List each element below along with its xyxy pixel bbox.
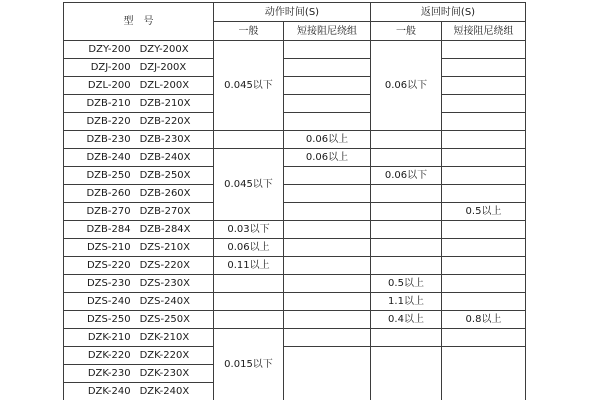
model-cell — [64, 95, 214, 113]
return-general-cell: 0.06以下 — [371, 167, 442, 185]
model-cell — [64, 41, 214, 59]
model-cell — [64, 329, 214, 347]
model-cell — [64, 167, 214, 185]
model-pair — [64, 134, 213, 145]
model-name: DZL-200 — [87, 80, 131, 91]
model-cell — [64, 239, 214, 257]
return-general-cell — [371, 239, 442, 257]
action-damped-cell — [284, 311, 371, 329]
return-damped-cell — [442, 41, 526, 59]
model-pair — [64, 80, 213, 91]
table-row — [64, 293, 526, 311]
model-name: DZB-284 — [86, 224, 131, 235]
return-general-cell: 1.1以上 — [371, 293, 442, 311]
action-damped-cell — [284, 293, 371, 311]
table-row — [64, 149, 526, 167]
action-damped-cell — [284, 41, 371, 59]
model-cell — [64, 293, 214, 311]
header-action-damped: 短接阻尼绕组 — [284, 22, 371, 41]
model-pair — [64, 314, 213, 325]
model-name: DZS-220 — [86, 260, 131, 271]
return-general-cell — [371, 329, 442, 347]
model-cell — [64, 365, 214, 383]
table-row — [64, 203, 526, 221]
action-damped-cell — [284, 167, 371, 185]
model-name-x: DZB-210X — [139, 98, 191, 109]
action-damped-cell: 0.06以上 — [284, 149, 371, 167]
model-pair — [64, 224, 213, 235]
return-damped-cell — [442, 275, 526, 293]
return-general-cell: 0.4以上 — [371, 311, 442, 329]
model-cell — [64, 275, 214, 293]
return-general-cell — [371, 149, 442, 167]
return-damped-cell: 0.5以上 — [442, 203, 526, 221]
return-damped-cell — [442, 257, 526, 275]
model-cell — [64, 149, 214, 167]
model-name-x: DZK-240X — [139, 386, 190, 397]
model-name-x: DZK-210X — [139, 332, 190, 343]
model-name-x: DZB-250X — [139, 170, 191, 181]
action-general-cell: 0.06以上 — [214, 239, 284, 257]
table-row — [64, 77, 526, 95]
model-name: DZS-250 — [86, 314, 131, 325]
action-damped-cell — [284, 347, 371, 400]
model-name-x: DZB-260X — [139, 188, 191, 199]
model-pair — [64, 350, 213, 361]
model-name-x: DZB-284X — [139, 224, 191, 235]
action-damped-cell — [284, 329, 371, 347]
model-pair — [64, 242, 213, 253]
return-damped-cell — [442, 131, 526, 149]
model-name: DZK-220 — [87, 350, 131, 361]
table-row — [64, 347, 526, 365]
action-general-cell: 0.045以下 — [214, 149, 284, 221]
return-general-cell — [371, 131, 442, 149]
model-name: DZS-210 — [86, 242, 131, 253]
model-pair — [64, 296, 213, 307]
table-row — [64, 167, 526, 185]
table-row — [64, 257, 526, 275]
action-general-cell: 0.03以下 — [214, 221, 284, 239]
return-damped-cell — [442, 293, 526, 311]
model-cell — [64, 383, 214, 400]
return-damped-cell — [442, 185, 526, 203]
model-cell — [64, 221, 214, 239]
return-damped-cell — [442, 239, 526, 257]
model-name: DZJ-200 — [90, 62, 131, 73]
return-damped-cell — [442, 347, 526, 400]
model-pair — [64, 98, 213, 109]
model-name: DZB-260 — [86, 188, 131, 199]
header-return-damped: 短接阻尼绕组 — [442, 22, 526, 41]
model-name-x: DZJ-200X — [139, 62, 187, 73]
model-name: DZS-230 — [86, 278, 131, 289]
model-pair — [64, 44, 213, 55]
return-damped-cell — [442, 167, 526, 185]
table-row — [64, 185, 526, 203]
action-damped-cell — [284, 275, 371, 293]
return-general-cell — [371, 257, 442, 275]
header-action-time: 动作时间(S) — [214, 3, 371, 22]
action-damped-cell — [284, 203, 371, 221]
header-action-general: 一般 — [214, 22, 284, 41]
model-name-x: DZK-230X — [139, 368, 190, 379]
model-name: DZB-230 — [86, 134, 131, 145]
action-general-cell — [214, 311, 284, 329]
return-damped-cell — [442, 221, 526, 239]
model-name-x: DZS-240X — [139, 296, 191, 307]
return-damped-cell — [442, 113, 526, 131]
header-return-time: 返回时间(S) — [371, 3, 526, 22]
model-pair — [64, 332, 213, 343]
model-cell — [64, 113, 214, 131]
model-cell — [64, 347, 214, 365]
model-name: DZK-230 — [87, 368, 131, 379]
model-name-x: DZB-270X — [139, 206, 191, 217]
model-name-x: DZS-250X — [139, 314, 191, 325]
action-damped-cell — [284, 239, 371, 257]
return-damped-cell: 0.8以上 — [442, 311, 526, 329]
model-name: DZY-200 — [88, 44, 131, 55]
return-damped-cell — [442, 59, 526, 77]
table-row — [64, 275, 526, 293]
model-name-x: DZB-220X — [139, 116, 191, 127]
relay-spec-table — [63, 2, 526, 400]
model-name: DZB-270 — [86, 206, 131, 217]
model-name-x: DZS-230X — [139, 278, 191, 289]
table-header — [64, 3, 526, 41]
return-damped-cell — [442, 95, 526, 113]
model-pair — [64, 278, 213, 289]
model-pair — [64, 260, 213, 271]
model-pair — [64, 116, 213, 127]
model-pair — [64, 188, 213, 199]
action-general-cell — [214, 293, 284, 311]
action-general-cell: 0.11以上 — [214, 257, 284, 275]
model-cell — [64, 59, 214, 77]
action-damped-cell — [284, 59, 371, 77]
model-name-x: DZB-230X — [139, 134, 191, 145]
action-general-cell: 0.015以下 — [214, 329, 284, 400]
model-pair — [64, 152, 213, 163]
action-damped-cell: 0.06以上 — [284, 131, 371, 149]
model-pair — [64, 170, 213, 181]
table-row — [64, 41, 526, 59]
action-damped-cell — [284, 95, 371, 113]
model-name-x: DZS-210X — [139, 242, 191, 253]
action-damped-cell — [284, 185, 371, 203]
model-cell — [64, 77, 214, 95]
model-name: DZB-250 — [86, 170, 131, 181]
table-row — [64, 131, 526, 149]
table-row — [64, 221, 526, 239]
model-name-x: DZS-220X — [139, 260, 191, 271]
action-damped-cell — [284, 221, 371, 239]
model-cell — [64, 131, 214, 149]
table-row — [64, 59, 526, 77]
model-name: DZK-240 — [87, 386, 131, 397]
model-cell — [64, 257, 214, 275]
header-model: 型 号 — [64, 3, 214, 41]
return-general-cell — [371, 203, 442, 221]
model-cell — [64, 203, 214, 221]
model-name: DZS-240 — [86, 296, 131, 307]
model-name: DZB-240 — [86, 152, 131, 163]
model-pair — [64, 206, 213, 217]
action-general-cell — [214, 275, 284, 293]
table-row — [64, 239, 526, 257]
model-name: DZB-210 — [86, 98, 131, 109]
return-damped-cell — [442, 77, 526, 95]
table-row — [64, 95, 526, 113]
model-name-x: DZY-200X — [139, 44, 189, 55]
model-name: DZB-220 — [86, 116, 131, 127]
header-row-groups — [64, 3, 526, 22]
return-general-cell — [371, 221, 442, 239]
table-row — [64, 329, 526, 347]
action-damped-cell — [284, 113, 371, 131]
model-name: DZK-210 — [87, 332, 131, 343]
action-damped-cell — [284, 257, 371, 275]
action-damped-cell — [284, 77, 371, 95]
action-general-cell — [214, 131, 284, 149]
model-pair — [64, 62, 213, 73]
return-damped-cell — [442, 149, 526, 167]
table-body — [64, 41, 526, 400]
model-name-x: DZL-200X — [139, 80, 190, 91]
return-general-cell: 0.06以下 — [371, 41, 442, 131]
model-name-x: DZB-240X — [139, 152, 191, 163]
return-general-cell — [371, 347, 442, 400]
return-general-cell — [371, 185, 442, 203]
model-cell — [64, 185, 214, 203]
action-general-cell: 0.045以下 — [214, 41, 284, 131]
table-row — [64, 311, 526, 329]
return-damped-cell — [442, 329, 526, 347]
table-row — [64, 113, 526, 131]
header-return-general: 一般 — [371, 22, 442, 41]
model-pair — [64, 386, 213, 397]
model-pair — [64, 368, 213, 379]
return-general-cell: 0.5以上 — [371, 275, 442, 293]
model-name-x: DZK-220X — [139, 350, 190, 361]
model-cell — [64, 311, 214, 329]
